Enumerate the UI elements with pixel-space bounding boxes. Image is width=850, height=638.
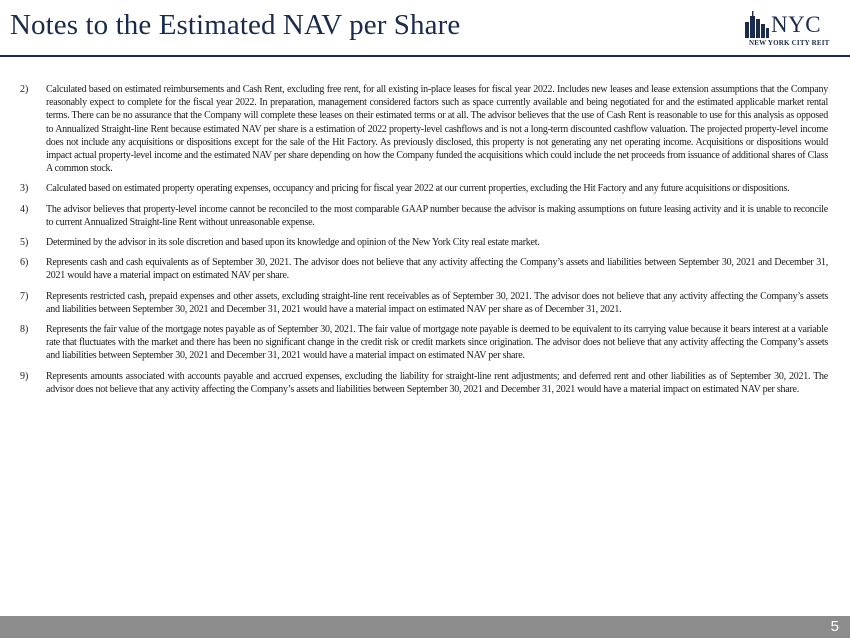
- notes-list: [20, 83, 828, 396]
- logo-subtitle: NEW YORK CITY REIT: [749, 39, 830, 47]
- note-item: [20, 256, 828, 282]
- note-number: 7): [20, 290, 29, 302]
- note-item: [20, 323, 828, 363]
- note-item: [20, 83, 828, 175]
- note-text: Represents amounts associated with accounts payable and accrued expenses, excluding the liability for straight-line rent adjustments; and deferred rent and other liabilities as of September 30, 2021. The advisor does not believe that any activity affecting the Company’s assets and liabilities between September 30, 2021 and December 31, 2021 would have a material impact on estimated NAV per share.: [46, 370, 828, 395]
- footer-bar: [0, 616, 850, 638]
- note-number: 6): [20, 257, 29, 269]
- header-divider: [0, 55, 850, 57]
- note-item: [20, 290, 828, 316]
- note-number: 3): [20, 183, 29, 195]
- note-text: Determined by the advisor in its sole discretion and based upon its knowledge and opinion of the New York City real estate market.: [46, 237, 540, 249]
- note-number: 4): [20, 203, 29, 215]
- note-text: Calculated based on estimated reimbursements and Cash Rent, excluding free rent, for all existing in-place leases for fiscal year 2022. Includes new leases and lease extension assumptions that the Company reasonably expect to complete for the fiscal year 2022. In preparation, management considered factors such as space currently available and being negotiated for and the estimated applicable market rental terms. There can be no assurance that the Company will complete these leases on their estimated terms or at all. The advisor believes that the use of Cash Rent is reasonable to use for this analysis as opposed to Annualized Straight-line Rent because estimated NAV per share is a estimation of 2022 property-level cashflows and is not a long-term discounted cashflow valuation. The projected property-level income does not include any acquisitions or dispositions except for the sale of the Hit Factory. As previously disclosed, this property is not generating any net operating income. Acquisitions or dispositions would impact actual property-level income and the estimated NAV per share depending on how the Company funded the acquisitions which could include the net proceeds from issuance of additional shares of Class A common stock.: [46, 84, 828, 175]
- city-skyline-icon: [744, 10, 770, 38]
- page-number: 5: [830, 618, 839, 635]
- note-item: [20, 370, 828, 396]
- note-text: Represents restricted cash, prepaid expenses and other assets, excluding straight-line rent receivables as of September 30, 2021. The advisor does not believe that any activity affecting the Company’s assets and liabilities between September 30, 2021 and December 31, 2021 would have a material impact on estimated NAV per share as of December 31, 2021.: [46, 290, 828, 315]
- note-text: The advisor believes that property-level income cannot be reconciled to the most comparable GAAP number because the advisor is making assumptions on future leasing activity and it is unable to reconcile to current Annualized Straight-line Rent without unreasonable expense.: [46, 203, 828, 228]
- note-text: Represents cash and cash equivalents as of September 30, 2021. The advisor does not believe that any activity affecting the Company’s assets and liabilities between September 30, 2021 and December 31, 2021 would have a material impact on estimated NAV per share.: [46, 257, 828, 282]
- note-item: [20, 236, 828, 249]
- page-title: Notes to the Estimated NAV per Share: [10, 9, 461, 41]
- logo-wordmark: NYC: [771, 12, 822, 37]
- note-text: Calculated based on estimated property operating expenses, occupancy and pricing for fiscal year 2022 at our current properties, excluding the Hit Factory and any future acquisitions or dispositions.: [46, 183, 790, 195]
- note-number: 2): [20, 84, 29, 95]
- note-number: 8): [20, 324, 29, 336]
- note-text: Represents the fair value of the mortgage notes payable as of September 30, 2021. The fair value of mortgage note payable is deemed to be equivalent to its carrying value because it bears interest at a variable rate that fluctuates with the market and there has been no significant change in the credit risk or credit markets since origination. The advisor does not believe that any activity affecting the Company’s assets and liabilities between September 30, 2021 and December 31, 2021 would have a material impact on estimated NAV per share.: [46, 324, 828, 362]
- note-number: 5): [20, 237, 29, 249]
- note-item: [20, 203, 828, 229]
- note-number: 9): [20, 370, 29, 382]
- company-logo: [744, 10, 836, 50]
- note-item: [20, 182, 828, 195]
